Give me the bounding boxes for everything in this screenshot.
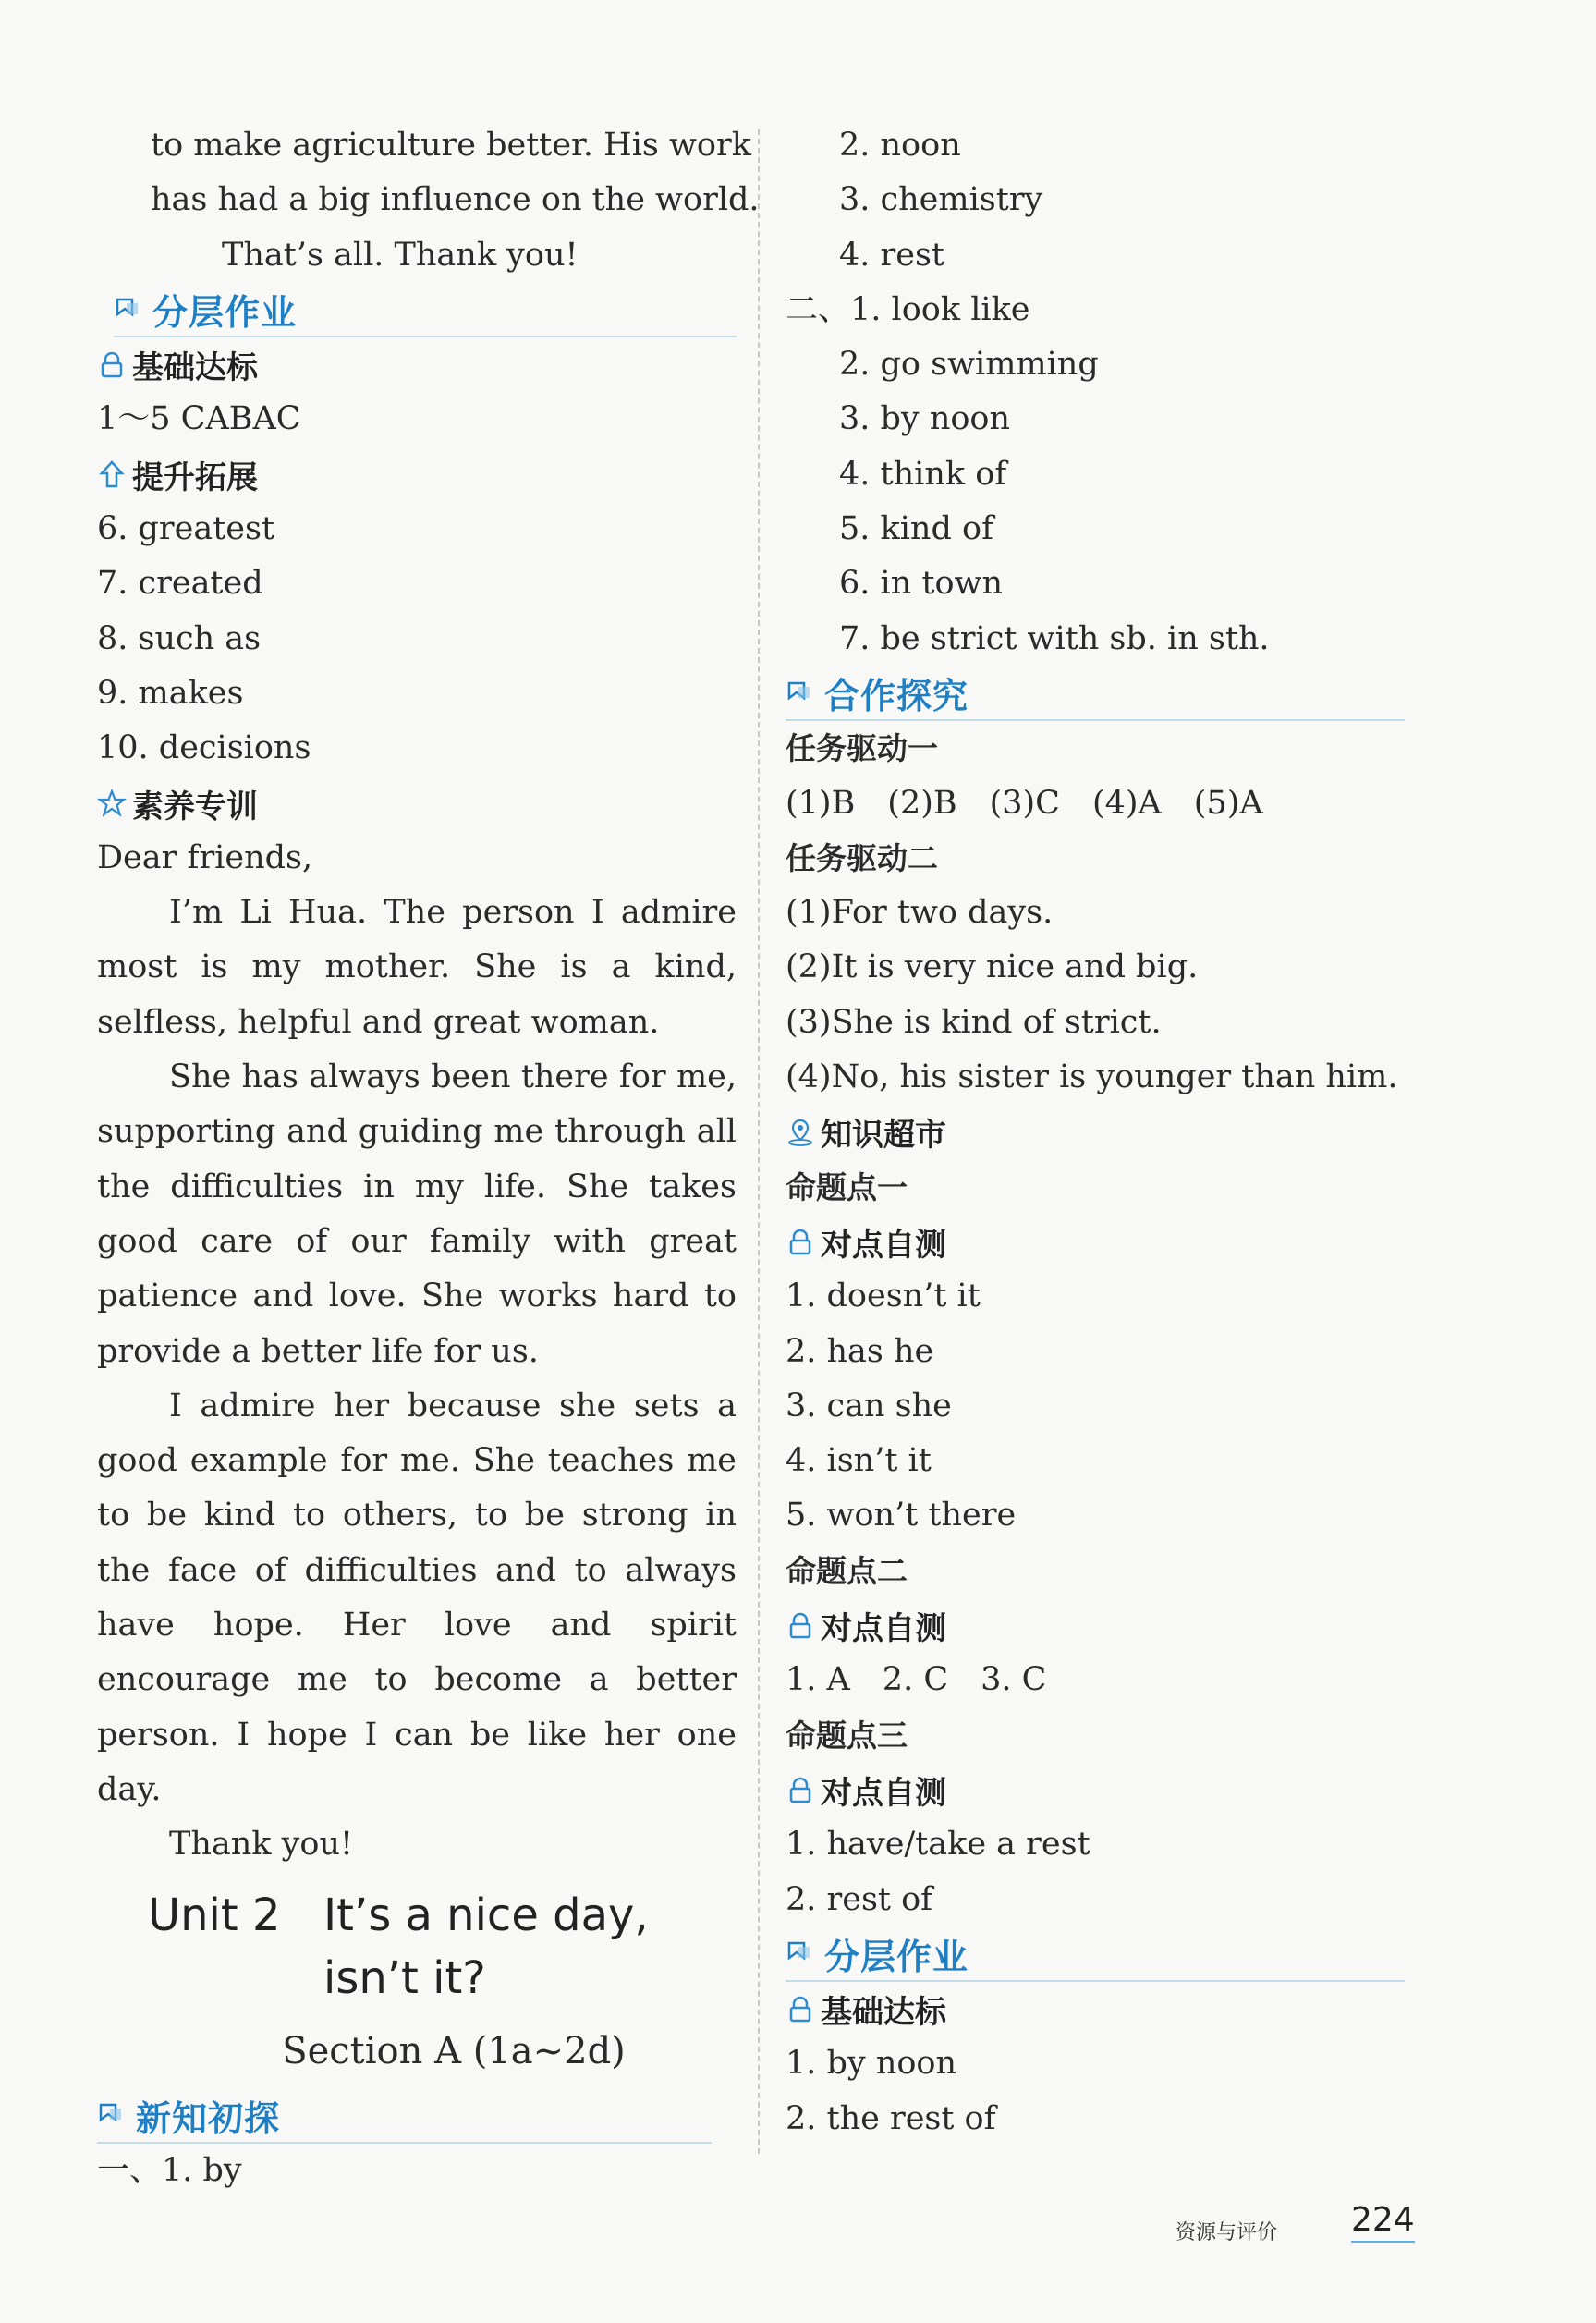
- answer-line: 4. isn’t it: [786, 1442, 932, 1480]
- essay-greeting: Dear friends,: [97, 838, 313, 876]
- subheading-selftest: [786, 1598, 1423, 1653]
- section-heading-layered-homework: [114, 283, 737, 337]
- lock-icon: [786, 1228, 815, 1257]
- answer-line: 1. doesn’t it: [786, 1278, 981, 1315]
- answer-line: (1)For two days.: [786, 894, 1054, 932]
- answer-line: 3. can she: [786, 1387, 952, 1424]
- column-divider: [758, 129, 760, 2154]
- answer-line: 2. noon: [839, 127, 961, 164]
- unit-title: [97, 1884, 737, 2010]
- page-number: 224: [1351, 2201, 1415, 2243]
- answer-line: 9. makes: [97, 674, 244, 712]
- lock-icon: [97, 350, 127, 380]
- subheading-selftest: [786, 1215, 1423, 1269]
- answer-line: 2. the rest of: [786, 2099, 996, 2137]
- answer-line: 5. kind of: [839, 510, 994, 548]
- answer-line: 一、1. by: [97, 2151, 242, 2189]
- footer-label: 资源与评价: [1176, 2221, 1278, 2244]
- section-title: 新知初探: [136, 2097, 281, 2139]
- bookmark-icon: [786, 1939, 813, 1967]
- answer-line: (1)B (2)B (3)C (4)A (5)A: [786, 784, 1263, 822]
- answer-line: 5. won’t there: [786, 1497, 1017, 1534]
- proposition-heading: 命题点二: [786, 1552, 908, 1589]
- proposition-heading: 命题点一: [786, 1168, 908, 1205]
- section-title: 合作探究: [824, 676, 969, 717]
- answer-line: 1. by noon: [786, 2045, 957, 2083]
- location-pin-icon: [786, 1118, 815, 1147]
- unit-title-line: isn’t it?: [323, 1951, 486, 2004]
- answer-line: 2. has he: [786, 1332, 934, 1370]
- essay-close: Thank you!: [169, 1826, 354, 1864]
- subheading-title: 对点自测: [821, 1775, 946, 1813]
- unit-label: Unit 2: [148, 1889, 281, 1941]
- answer-line: 2. go swimming: [839, 346, 1099, 384]
- answer-line: 4. think of: [839, 455, 1007, 493]
- subheading-advance: [97, 447, 737, 502]
- left-column: [97, 118, 760, 2198]
- subheading-selftest: [786, 1763, 1423, 1817]
- answer-line: 1. A 2. C 3. C: [786, 1661, 1047, 1699]
- bookmark-icon: [97, 2101, 125, 2129]
- proposition-heading: 命题点三: [786, 1717, 908, 1754]
- section-heading-new-knowledge: [97, 2089, 712, 2144]
- answer-line: 2. rest of: [786, 1880, 933, 1918]
- subheading-title: 对点自测: [821, 1227, 946, 1265]
- answer-line: (4)No, his sister is younger than him.: [786, 1058, 1398, 1096]
- section-heading-cooperation: [786, 666, 1405, 721]
- lock-icon: [786, 1776, 815, 1805]
- unit-title-line: It’s a nice day,: [323, 1889, 649, 1941]
- answer-line: (2)It is very nice and big.: [786, 948, 1199, 986]
- subheading-knowledge: [786, 1105, 1423, 1159]
- answer-line: 7. created: [97, 565, 263, 603]
- answer-line: 1. have/take a rest: [786, 1826, 1090, 1864]
- answer-line: 8. such as: [97, 619, 262, 657]
- arrow-up-icon: [97, 459, 127, 489]
- subheading-title: 提升拓展: [132, 458, 258, 496]
- subheading-title: 基础达标: [821, 1994, 946, 2032]
- section-label: Section A (1a~2d): [282, 2029, 626, 2072]
- subheading-basic: [786, 1982, 1423, 2036]
- answer-line: (3)She is kind of strict.: [786, 1003, 1162, 1041]
- essay-paragraph: I admire her because she sets a good example for me. She teaches me to be kind to others, to be strong in the face of difficulties and to always have hope. Her love and spirit encourage me to become a better person. I hope I can be like her one day.: [97, 1387, 737, 1808]
- subheading-basic: [97, 337, 737, 392]
- text-line: to make agriculture better. His work: [151, 127, 751, 164]
- bookmark-icon: [786, 679, 813, 707]
- task-heading: 任务驱动一: [786, 730, 938, 767]
- lock-icon: [786, 1995, 815, 2024]
- subheading-title: 素养专训: [132, 788, 258, 825]
- answer-line: 6. in town: [839, 565, 1004, 603]
- answer-line: 3. by noon: [839, 400, 1011, 438]
- text-line: has had a big influence on the world.: [151, 181, 760, 219]
- lock-icon: [786, 1611, 815, 1641]
- essay-paragraph: She has always been there for me, supporting and guiding me through all the difficulties in my life. She takes good care of our family with great patience and love. She works hard to provide a better life for us.: [97, 1058, 737, 1370]
- answer-line: 6. greatest: [97, 510, 275, 548]
- subheading-literacy: [97, 776, 737, 831]
- answer-line: 4. rest: [839, 236, 944, 274]
- text-line: That’s all. Thank you!: [222, 236, 579, 274]
- right-column: [786, 118, 1423, 2146]
- section-heading-layered-homework: [786, 1927, 1405, 1982]
- answer-line: 3. chemistry: [839, 181, 1043, 219]
- task-heading: 任务驱动二: [786, 839, 938, 876]
- essay-paragraph: I’m Li Hua. The person I admire most is my mother. She is a kind, selfless, helpful and great woman.: [97, 894, 737, 1041]
- section-title: 分层作业: [824, 1936, 969, 1977]
- subheading-title: 知识超市: [821, 1117, 946, 1155]
- subheading-title: 对点自测: [821, 1610, 946, 1648]
- bookmark-icon: [114, 296, 141, 324]
- section-title: 分层作业: [152, 292, 298, 334]
- answer-line: 7. be strict with sb. in sth.: [839, 619, 1270, 657]
- answer-line: 二、1. look like: [786, 290, 1030, 328]
- essay-body: [97, 886, 737, 1817]
- answer-line: 10. decisions: [97, 729, 311, 767]
- star-icon: [97, 789, 127, 818]
- answer-line: 1～5 CABAC: [97, 400, 301, 438]
- subheading-title: 基础达标: [132, 349, 258, 387]
